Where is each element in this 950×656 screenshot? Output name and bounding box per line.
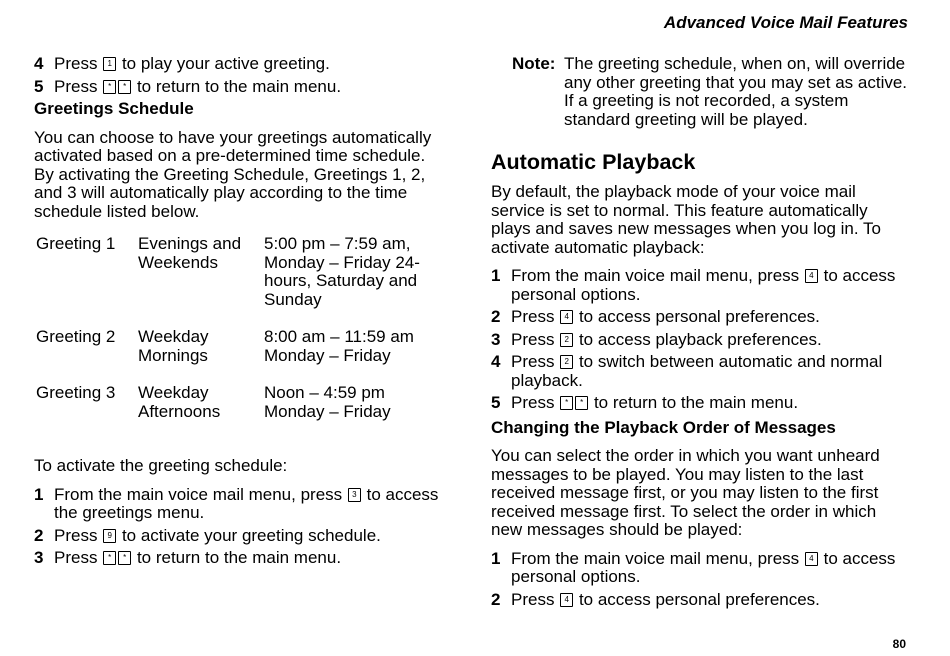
list-item: [491, 591, 911, 610]
step-text-before: Press: [54, 548, 98, 567]
phone-key-icon: *: [560, 396, 573, 410]
step-text: [54, 55, 449, 74]
phone-key-icon: *: [575, 396, 588, 410]
schedule-cell-greeting: Greeting 1: [36, 234, 116, 253]
step-number: 5: [491, 393, 501, 412]
steps-top: [34, 55, 449, 96]
step-number: 1: [34, 484, 44, 504]
schedule-cell-greeting: Greeting 2: [36, 327, 116, 346]
step-text-before: Press: [511, 589, 555, 609]
schedule-table: [36, 235, 449, 440]
schedule-cell-period: Weekday Afternoons: [138, 383, 221, 421]
step-text: [54, 78, 449, 97]
step-text-after: to access personal preferences.: [578, 589, 820, 609]
step-number: 4: [491, 352, 501, 371]
step-text: [511, 591, 911, 610]
list-item: [34, 486, 449, 523]
step-text-after: to access personal options.: [511, 266, 896, 304]
greetings-schedule-heading: Greetings Schedule: [34, 99, 194, 118]
note-block: [491, 55, 911, 129]
step-text-before: From the main voice mail menu, press: [511, 266, 800, 285]
table-row: [36, 384, 449, 440]
right-column: [491, 55, 911, 613]
step-text-after: to access personal options.: [511, 548, 896, 586]
step-text-after: to activate your greeting schedule.: [121, 525, 381, 545]
schedule-table-body: [36, 235, 449, 440]
step-text-after: to access the greetings menu.: [54, 484, 439, 522]
step-number: 3: [34, 548, 44, 567]
step-text-before: Press: [54, 525, 98, 545]
step-text: [54, 549, 449, 568]
schedule-cell-times: Noon – 4:59 pm Monday – Friday: [264, 383, 391, 421]
step-text-after: to play your active greeting.: [121, 54, 330, 73]
step-text-before: Press: [511, 393, 555, 412]
steps-automatic-playback: [491, 267, 911, 413]
step-text-before: Press: [54, 54, 98, 73]
schedule-cell-times: 8:00 am – 11:59 am Monday – Friday: [264, 327, 414, 365]
step-number: 2: [34, 525, 44, 545]
list-item: [34, 78, 449, 97]
schedule-cell-times: 5:00 pm – 7:59 am, Monday – Friday 24-hours, Saturday and Sunday: [264, 234, 420, 309]
playback-order-heading: Changing the Playback Order of Messages: [491, 417, 836, 437]
step-text-after: to return to the main menu.: [136, 76, 342, 96]
steps-playback-order: [491, 550, 911, 610]
step-text-after: to return to the main menu.: [593, 393, 799, 412]
step-number: 4: [34, 54, 44, 73]
phone-key-icon: *: [103, 80, 116, 94]
step-number: 2: [491, 307, 501, 326]
step-text-after: to return to the main menu.: [136, 548, 342, 567]
step-text-before: Press: [511, 307, 555, 326]
step-text-before: Press: [511, 352, 555, 371]
list-item: [491, 353, 911, 390]
step-text-before: From the main voice mail menu, press: [54, 484, 343, 504]
phone-key-icon: 9: [103, 529, 116, 543]
automatic-playback-heading: Automatic Playback: [491, 150, 696, 174]
step-text-after: to access playback preferences.: [578, 329, 822, 349]
list-item: [491, 331, 911, 350]
list-item: [34, 55, 449, 74]
phone-key-icon: 4: [805, 269, 818, 283]
step-number: 1: [491, 548, 501, 568]
schedule-cell-greeting: Greeting 3: [36, 383, 116, 402]
phone-key-icon: 2: [560, 355, 573, 369]
schedule-cell-period: Evenings and Weekends: [138, 234, 242, 272]
phone-key-icon: *: [118, 551, 131, 565]
step-text-after: to switch between automatic and normal playback.: [511, 352, 883, 390]
list-item: [491, 308, 911, 327]
greetings-schedule-intro: You can choose to have your greetings automatically activated based on a pre-determined time schedule. By activating the Greeting Schedule, Greetings 1, 2, and 3 will automatically play according to the time schedule listed below.: [34, 127, 432, 221]
note-label: Note:: [512, 54, 556, 73]
phone-key-icon: 2: [560, 333, 573, 347]
step-number: 5: [34, 76, 44, 96]
step-text-before: Press: [511, 329, 555, 349]
phone-key-icon: 3: [348, 488, 361, 502]
phone-key-icon: *: [103, 551, 116, 565]
table-row: [36, 328, 449, 384]
list-item: [491, 267, 911, 304]
page-number: 80: [892, 637, 906, 651]
activate-schedule-text: To activate the greeting schedule:: [34, 456, 288, 475]
step-text: [511, 267, 911, 304]
step-text: [54, 527, 449, 546]
step-text-after: to access personal preferences.: [578, 307, 820, 326]
list-item: [34, 527, 449, 546]
list-item: [491, 394, 911, 413]
automatic-playback-intro: By default, the playback mode of your voice mail service is set to normal. This feature automatically plays and saves new messages when you log in. To activate automatic playback:: [491, 182, 881, 257]
step-text: [511, 331, 911, 350]
phone-key-icon: 4: [805, 552, 818, 566]
phone-key-icon: 4: [560, 593, 573, 607]
list-item: [491, 550, 911, 587]
step-text: [511, 353, 911, 390]
step-number: 2: [491, 589, 501, 609]
page-header-title: Advanced Voice Mail Features: [663, 13, 908, 32]
phone-key-icon: 4: [560, 310, 573, 324]
step-text: [511, 394, 911, 413]
step-text-before: Press: [54, 76, 98, 96]
schedule-cell-period: Weekday Mornings: [138, 327, 209, 365]
step-number: 3: [491, 329, 501, 349]
step-text: [511, 308, 911, 327]
list-item: [34, 549, 449, 568]
step-text: [511, 550, 911, 587]
playback-order-intro: You can select the order in which you want unheard messages to be played. You may listen to the last received message first, or you may listen to the first received message first. To select the order in which new messages should be played:: [491, 446, 880, 539]
step-text: [54, 486, 449, 523]
step-text-before: From the main voice mail menu, press: [511, 548, 800, 568]
step-number: 1: [491, 266, 501, 285]
phone-key-icon: *: [118, 80, 131, 94]
note-text: The greeting schedule, when on, will override any other greeting that you may set as active. If a greeting is not recorded, a system standard greeting will be played.: [564, 54, 908, 129]
table-row: [36, 235, 449, 328]
left-column: [34, 55, 449, 572]
phone-key-icon: 1: [103, 57, 116, 71]
steps-bottom: [34, 486, 449, 568]
